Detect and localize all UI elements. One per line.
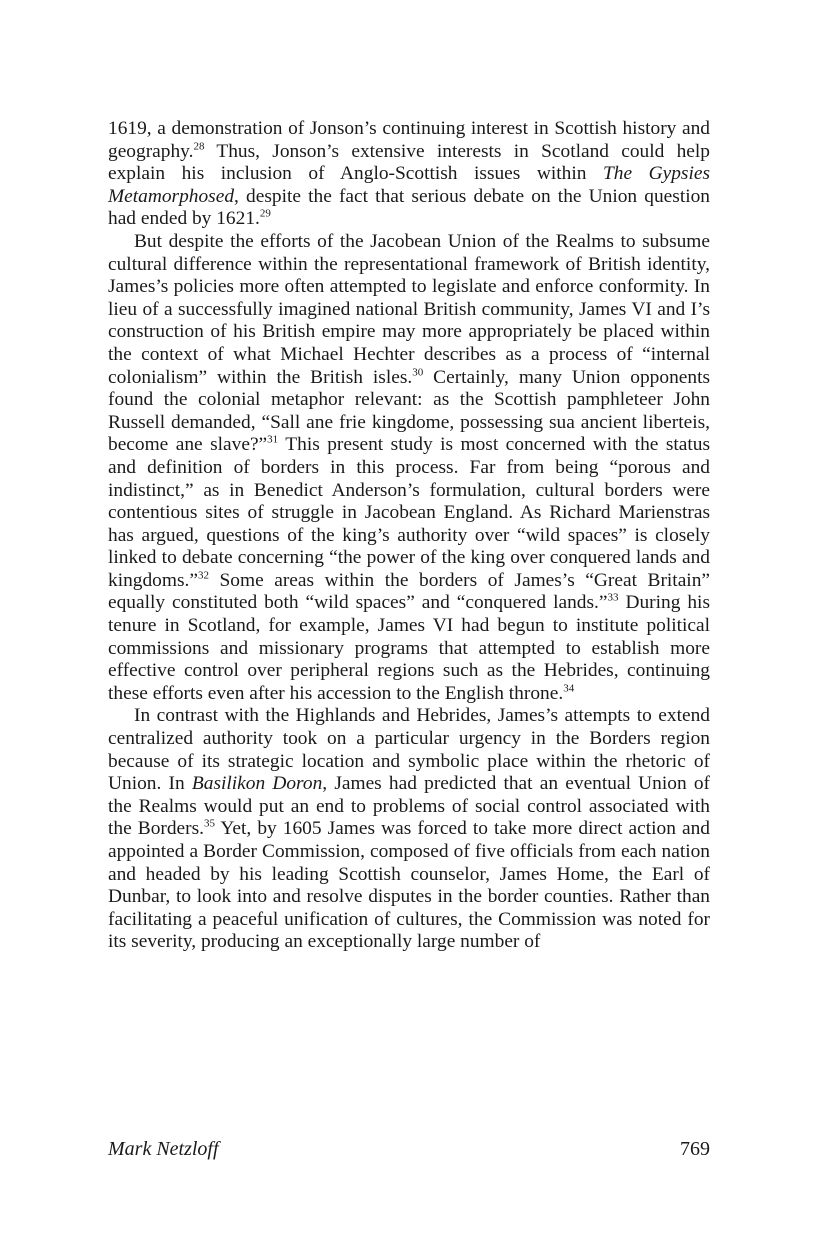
footnote-ref-34: 34 — [563, 682, 575, 695]
paragraph-2 — [108, 231, 710, 705]
text-run: , despite the fact that serious debate on the Union question had ended by 1621. — [108, 185, 710, 230]
text-run: In contrast with the Highlands and Hebrides, James’s attempts to extend centralized authority took on a particular urgency in the Borders region because of its strategic location and symbolic place within the rhetoric of Union. In — [108, 705, 710, 795]
text-run: Yet, by 1605 James was forced to take more direct action and appointed a Border Commission, composed of five officials from each nation and headed by his leading Scottish counselor, James Home, the Earl of Dunbar, to look into and resolve disputes in the border counties. Rather than facilitating a peaceful unification of cultures, the Commission was noted for its severity, producing an exceptionally large number of — [108, 818, 710, 953]
text-run: Certainly, many Union opponents found the colonial metaphor relevant: as the Scottish pamphleteer John Russell demanded, “Sall ane frie kingdome, possessing sua ancient liberteis, become ane slave?” — [108, 366, 710, 456]
text-run: But despite the efforts of the Jacobean Union of the Realms to subsume cultural difference within the representational framework of British identity, James’s policies more often attempted to legislate and enforce conformity. In lieu of a successfully imagined national British community, James VI and I’s construction of his British empire may more appropriately be placed within the context of what Michael Hechter describes as a process of “internal colonialism” within the British isles. — [108, 230, 710, 388]
footnote-ref-32: 32 — [197, 569, 209, 582]
italic-title: The Gypsies Metamorphosed — [108, 163, 711, 207]
italic-title: Basilikon Doron — [191, 773, 323, 795]
paragraph-1 — [108, 118, 710, 231]
footnote-ref-28: 28 — [193, 140, 205, 153]
text-run: 1619, a demonstration of Jonson’s continuing interest in Scottish history and geography. — [108, 118, 710, 162]
footnote-ref-31: 31 — [267, 433, 279, 446]
footnote-ref-29: 29 — [259, 207, 271, 220]
page-body — [108, 118, 710, 954]
paragraph-3 — [108, 705, 710, 954]
page-number: 769 — [680, 1138, 710, 1160]
text-run: Some areas within the borders of James’s “Great Britain” equally constituted both “wild spaces” and “conquered lands.” — [108, 569, 710, 614]
text-run: This present study is most concerned with the status and definition of borders in this process. Far from being “porous and indistinct,” as in Benedict Anderson’s formulation, cultural borders were contentious sites of struggle in Jacobean England. As Richard Marienstras has argued, questions of the king’s authority over “wild spaces” is closely linked to debate concerning “the power of the king over conquered lands and kingdoms.” — [108, 434, 711, 591]
text-run: , James had predicted that an eventual Union of the Realms would put an end to problems of social control associated with the Borders. — [108, 773, 710, 840]
footnote-ref-30: 30 — [412, 366, 424, 379]
text-run: Thus, Jonson’s extensive interests in Scotland could help explain his inclusion of Anglo-Scottish issues within — [108, 140, 710, 185]
footnote-ref-33: 33 — [607, 592, 619, 604]
footnote-ref-35: 35 — [204, 817, 215, 830]
page-footer — [108, 1138, 710, 1168]
text-run: During his tenure in Scotland, for example, James VI had begun to institute political commissions and missionary programs that attempted to establish more effective control over peripheral regions such as the Hebrides, continuing these efforts even after his accession to the English throne. — [108, 592, 710, 704]
running-footer-author: Mark Netzloff — [108, 1138, 219, 1160]
